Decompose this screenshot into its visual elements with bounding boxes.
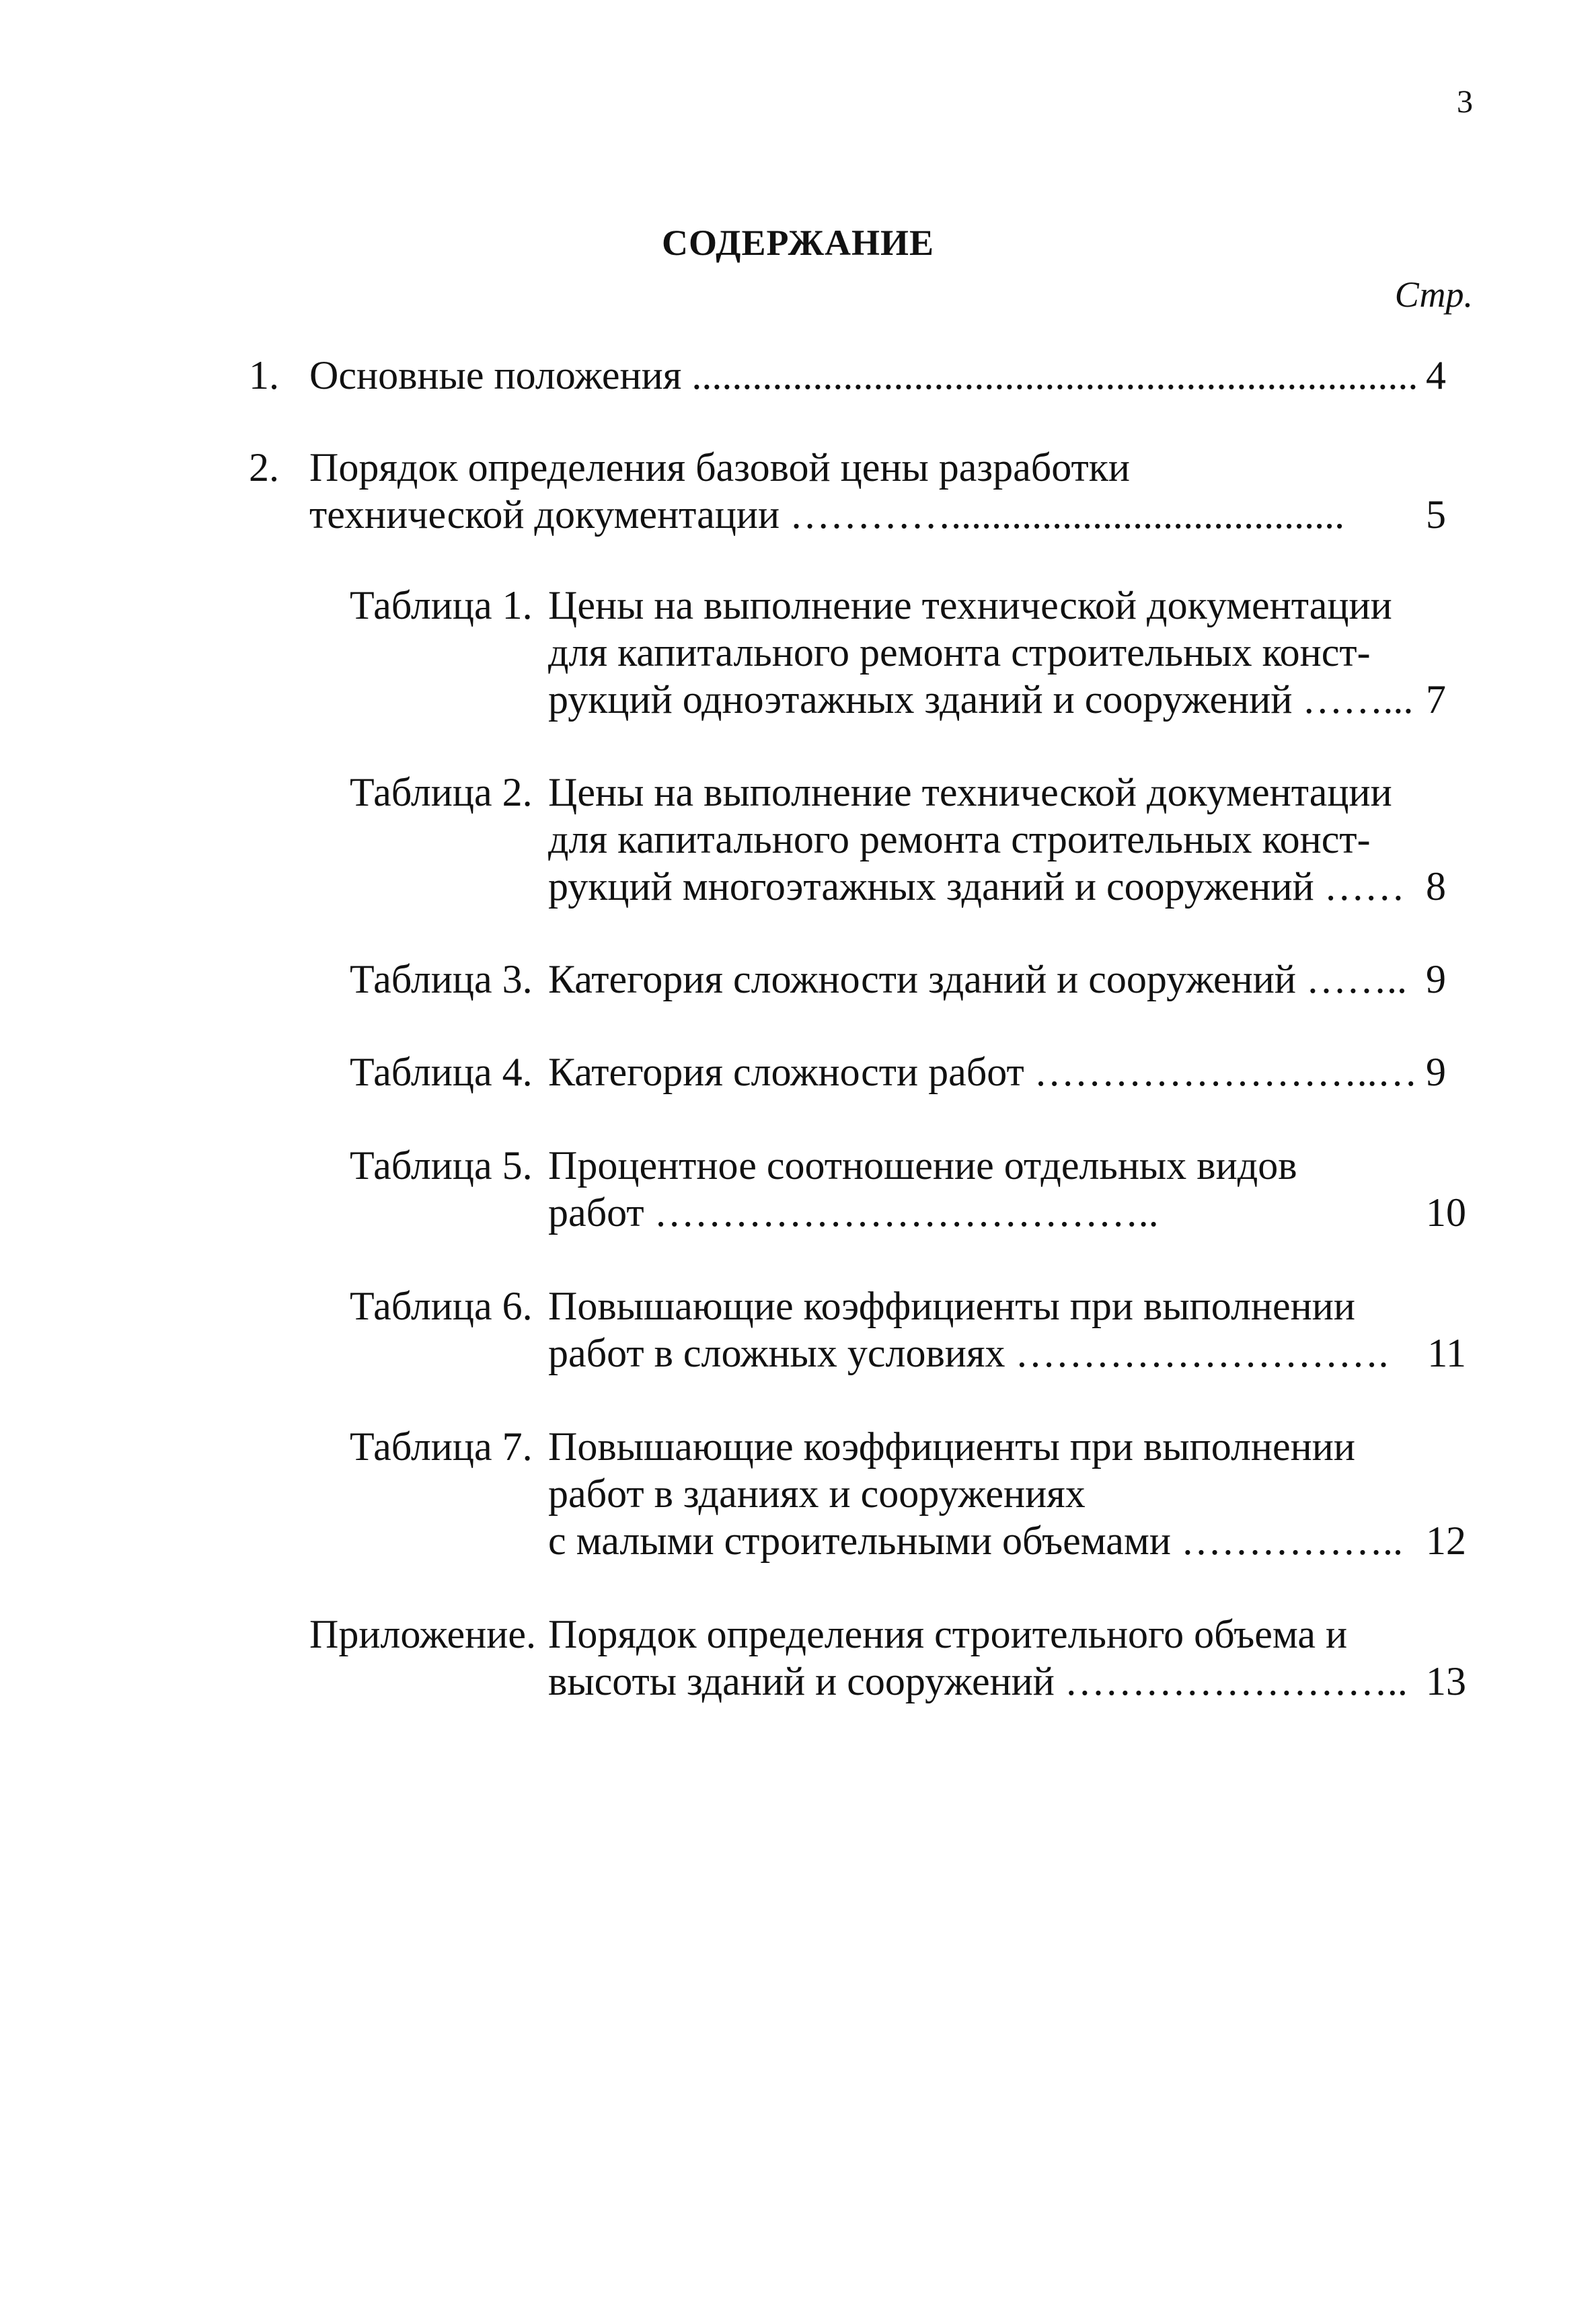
toc-table-6-label: Таблица 6.: [350, 1284, 533, 1328]
toc-table-1-line-2: для капитального ремонта строительных конст-: [548, 630, 1371, 675]
toc-table-5-label: Таблица 5.: [350, 1143, 533, 1188]
toc-table-2-label: Таблица 2.: [350, 770, 533, 814]
toc-table-7-page: 12: [1426, 1519, 1466, 1563]
toc-appendix-line-2: высоты зданий и сооружений ……………………..: [548, 1659, 1408, 1703]
toc-table-4-page: 9: [1426, 1050, 1446, 1094]
toc-table-5-line-2: работ ………………………………..: [548, 1190, 1159, 1235]
page-column-label: Стр.: [1394, 274, 1473, 315]
toc-table-2-line-1: Цены на выполнение технической документации: [548, 770, 1392, 814]
toc-table-4-line-1: Категория сложности работ ……………………..…: [548, 1050, 1418, 1094]
toc-entry-1-line-1: Основные положения ........................................................................: [309, 353, 1418, 397]
toc-table-1-line-1: Цены на выполнение технической документации: [548, 583, 1392, 627]
toc-entry-2-line-1: Порядок определения базовой цены разработки: [309, 445, 1130, 490]
toc-table-7-line-3: с малыми строительными объемами ……………..: [548, 1519, 1403, 1563]
toc-table-7-label: Таблица 7.: [350, 1424, 533, 1469]
toc-appendix-page: 13: [1426, 1659, 1466, 1703]
toc-entry-1-number: 1.: [249, 353, 279, 397]
toc-table-5-page: 10: [1426, 1190, 1466, 1235]
toc-table-6-line-1: Повышающие коэффициенты при выполнении: [548, 1284, 1355, 1328]
toc-table-1-line-3: рукций одноэтажных зданий и сооружений ……...: [548, 677, 1414, 722]
toc-table-3-line-1: Категория сложности зданий и сооружений ……..: [548, 957, 1407, 1001]
toc-table-2-line-3: рукций многоэтажных зданий и сооружений ……: [548, 864, 1405, 909]
toc-table-7-line-2: работ в зданиях и сооружениях: [548, 1471, 1086, 1516]
toc-table-1-page: 7: [1426, 677, 1446, 722]
toc-table-5-line-1: Процентное соотношение отдельных видов: [548, 1143, 1297, 1188]
toc-appendix-line-1: Порядок определения строительного объема и: [548, 1612, 1348, 1656]
toc-table-4-label: Таблица 4.: [350, 1050, 533, 1094]
toc-table-2-page: 8: [1426, 864, 1446, 909]
toc-entry-2-number: 2.: [249, 445, 279, 490]
toc-table-6-line-2: работ в сложных условиях ……………………….: [548, 1331, 1389, 1375]
toc-table-1-label: Таблица 1.: [350, 583, 533, 627]
toc-table-3-page: 9: [1426, 957, 1446, 1001]
toc-appendix-label: Приложение.: [309, 1612, 537, 1656]
toc-entry-1-page: 4: [1426, 353, 1446, 397]
toc-entry-2-line-2: технической документации ………….......................................: [309, 492, 1345, 537]
page-title: СОДЕРЖАНИЕ: [662, 223, 934, 263]
toc-table-6-page: 11: [1427, 1331, 1466, 1375]
toc-table-7-line-1: Повышающие коэффициенты при выполнении: [548, 1424, 1355, 1469]
page-number: 3: [1457, 84, 1473, 120]
toc-table-3-label: Таблица 3.: [350, 957, 533, 1001]
toc-table-2-line-2: для капитального ремонта строительных конст-: [548, 817, 1371, 861]
toc-entry-2-page: 5: [1426, 492, 1446, 537]
